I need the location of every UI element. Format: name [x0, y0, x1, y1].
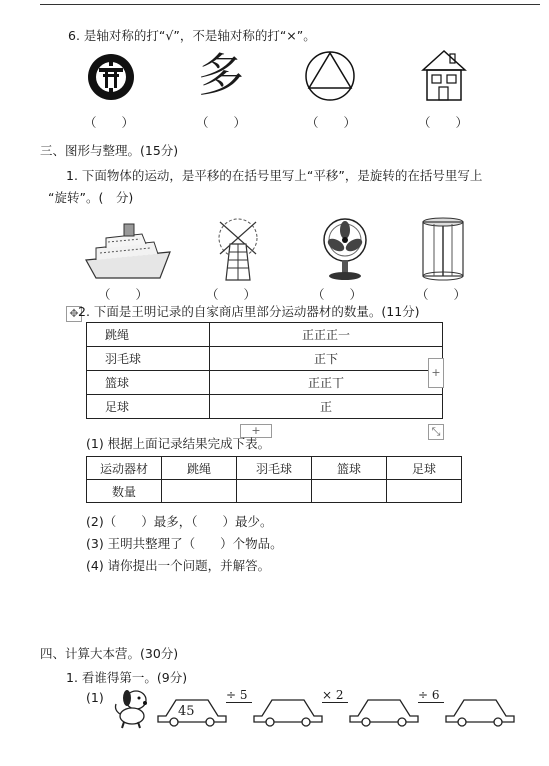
q1-answer-paren-4[interactable]: （ ）	[416, 287, 467, 302]
statistics-table	[86, 456, 462, 503]
q6-answer-paren-2[interactable]: （ ）	[196, 115, 247, 130]
arrow-line	[418, 702, 444, 703]
table-row	[87, 395, 443, 419]
ship-icon	[84, 222, 172, 282]
car-icon-3	[348, 692, 420, 728]
tally-marks[interactable]: 正	[210, 395, 443, 419]
tally-table	[86, 322, 443, 419]
table-move-handle-icon[interactable]: ✥	[66, 306, 82, 322]
duo-character: 多	[198, 48, 244, 102]
windmill-icon	[208, 216, 268, 282]
sub-question-4: (4) 请你提出一个问题，并解答。	[86, 558, 271, 573]
q1-instruction-line1: 1. 下面物体的运动，是平移的在括号里写上“平移”，是旋转的在括号里写上	[66, 168, 483, 183]
stat-row-label: 数量	[87, 480, 162, 503]
tally-marks[interactable]: 正正正一	[210, 323, 443, 347]
electric-fan-icon	[316, 216, 374, 282]
tally-marks[interactable]: 正正丅	[210, 371, 443, 395]
q1-answer-paren-2[interactable]: （ ）	[206, 287, 257, 302]
dog-icon	[112, 688, 154, 730]
start-value: 45	[178, 704, 195, 719]
stat-header-cell: 羽毛球	[237, 457, 312, 480]
table-row	[87, 323, 443, 347]
stat-header-cell: 足球	[387, 457, 462, 480]
stat-answer-cell[interactable]	[312, 480, 387, 503]
arrow-line	[322, 702, 348, 703]
sub-question-2: (2)（ ）最多，（ ）最少。	[86, 514, 273, 529]
section4-q1: 1. 看谁得第一。(9分)	[66, 670, 188, 685]
q1-instruction-line2: “旋转”。( 分)	[48, 190, 134, 205]
add-row-button[interactable]: +	[240, 424, 272, 438]
q6-answer-paren-4[interactable]: （ ）	[418, 115, 469, 130]
section3-heading: 三、图形与整理。(15分)	[40, 143, 179, 158]
q1-answer-paren-1[interactable]: （ ）	[98, 287, 149, 302]
house-icon	[419, 48, 469, 102]
table-resize-handle-icon[interactable]: ⤡	[428, 424, 444, 440]
sub-question-1: (1) 根据上面记录结果完成下表。	[86, 436, 271, 451]
stat-answer-cell[interactable]	[162, 480, 237, 503]
section4-heading: 四、计算大本营。(30分)	[40, 646, 179, 661]
tally-item[interactable]: 羽毛球	[87, 347, 210, 371]
revolving-door-icon	[420, 216, 466, 282]
tally-item[interactable]: 足球	[87, 395, 210, 419]
car-icon-2	[252, 692, 324, 728]
operation-2: × 2	[322, 688, 344, 702]
tally-item[interactable]: 篮球	[87, 371, 210, 395]
table-row	[87, 457, 462, 480]
table-row	[87, 480, 462, 503]
bank-logo-icon	[86, 52, 136, 102]
add-column-button[interactable]: +	[428, 358, 444, 388]
stat-header-cell: 跳绳	[162, 457, 237, 480]
q6-text: 6. 是轴对称的打“√”，不是轴对称的打“×”。	[68, 28, 316, 43]
q6-answer-paren-1[interactable]: （ ）	[84, 115, 135, 130]
tally-item[interactable]: 跳绳	[87, 323, 210, 347]
q1-answer-paren-3[interactable]: （ ）	[312, 287, 363, 302]
table-row	[87, 347, 443, 371]
stat-answer-cell[interactable]	[387, 480, 462, 503]
tally-marks[interactable]: 正下	[210, 347, 443, 371]
operation-3: ÷ 6	[418, 688, 440, 702]
arrow-line	[226, 702, 252, 703]
q6-answer-paren-3[interactable]: （ ）	[306, 115, 357, 130]
operation-1: ÷ 5	[226, 688, 248, 702]
q2-instruction: 2. 下面是王明记录的自家商店里部分运动器材的数量。(11分)	[78, 304, 420, 319]
section4-sub1-label: (1)	[86, 690, 104, 705]
page-top-rule	[40, 4, 540, 5]
stat-header-cell: 篮球	[312, 457, 387, 480]
table-row	[87, 371, 443, 395]
sub-question-3: (3) 王明共整理了（ ）个物品。	[86, 536, 283, 551]
stat-answer-cell[interactable]	[237, 480, 312, 503]
stat-header-cell: 运动器材	[87, 457, 162, 480]
triangle-in-circle-icon	[304, 50, 356, 102]
car-icon-4	[444, 692, 516, 728]
